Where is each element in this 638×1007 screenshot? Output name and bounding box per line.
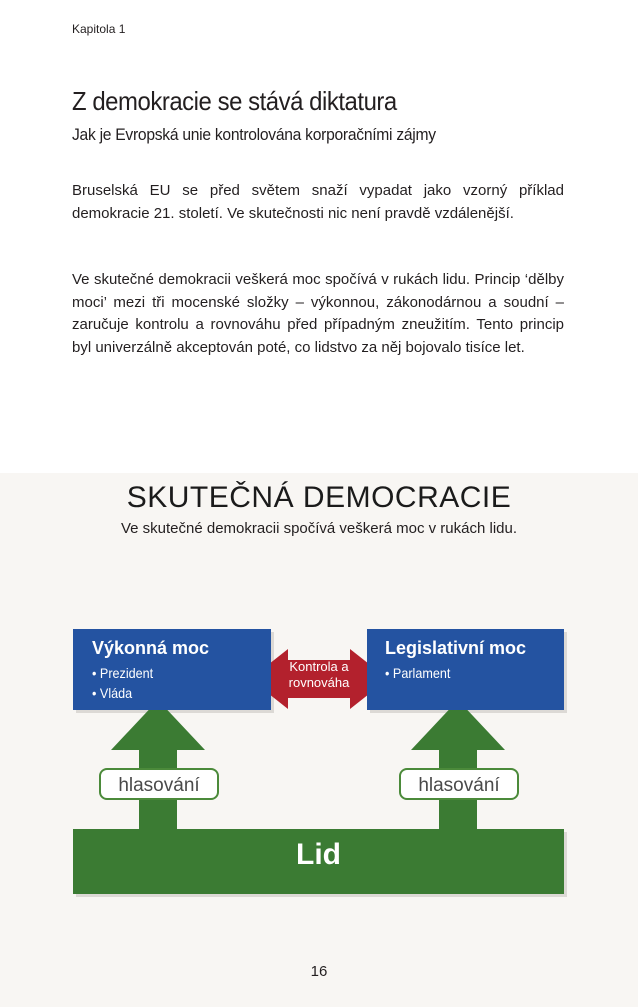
voting-label-left: hlasování: [99, 768, 219, 800]
executive-item: • Prezident: [92, 665, 154, 681]
diagram-subtitle: Ve skutečné demokracii spočívá veškerá moc v rukách lidu.: [120, 520, 517, 537]
page-title: Z demokracie se stává diktatura: [72, 86, 397, 116]
page-subtitle: Jak je Evropská unie kontrolována korporačními zájmy: [72, 125, 436, 144]
executive-item: • Vláda: [92, 685, 133, 701]
legislative-item: • Parlament: [385, 665, 451, 681]
voting-label-right: hlasování: [399, 768, 519, 800]
arrow-up-left: [111, 700, 205, 830]
diagram-title: SKUTEČNÁ DEMOCRACIE: [126, 481, 512, 514]
legislative-heading: Legislativní moc: [385, 638, 527, 658]
executive-power-box: [73, 629, 271, 710]
page-number: 16: [310, 963, 328, 980]
executive-heading: Výkonná moc: [92, 638, 210, 658]
chapter-label: Kapitola 1: [72, 22, 126, 36]
paragraph-1: Bruselská EU se před světem snaží vypadat jako vzorný příklad demokracie 21. století. Ve skutečnosti nic není pravdě vzdálenější.: [72, 182, 564, 222]
legislative-power-box: [367, 629, 564, 710]
paragraph-2: Ve skutečné demokracii veškerá moc spočívá v rukách lidu. Princip ‘dělby moci’ mezi tři mocenské složky – výkonnou, zákonodárnou a soudní – zaručuje kontrolu a rovnováhu před případným zneužitím. Tento princip byl univerzálně akceptován poté, co lidstvo za něj bojovalo tisíce let.: [72, 271, 564, 356]
people-label: Lid: [296, 838, 341, 871]
balance-label: Kontrola a rovnováha: [288, 659, 350, 690]
arrow-up-right: [411, 700, 505, 830]
